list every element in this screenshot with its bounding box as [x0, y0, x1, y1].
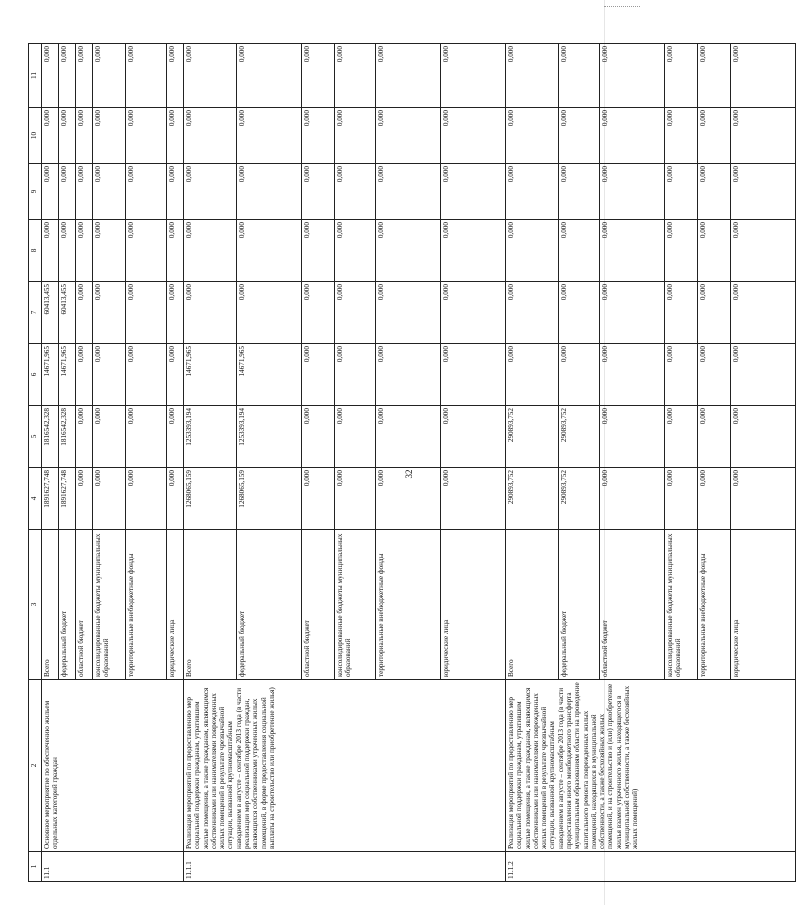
header-cell: 7: [29, 282, 42, 344]
amount-cell: 0,000: [93, 220, 126, 282]
funding-source: Всего: [506, 530, 559, 680]
amount-cell: 0,000: [59, 44, 76, 108]
amount-cell: 0,000: [126, 406, 167, 468]
funding-source: консолидированные бюджеты муниципальных образований: [665, 530, 698, 680]
amount-cell: 0,000: [76, 44, 93, 108]
amount-cell: 0,000: [600, 108, 665, 164]
amount-cell: 0,000: [665, 406, 698, 468]
amount-cell: 0,000: [698, 282, 731, 344]
header-cell: 10: [29, 108, 42, 164]
amount-cell: 0,000: [167, 344, 184, 406]
amount-cell: 0,000: [93, 406, 126, 468]
amount-cell: 0,000: [237, 282, 302, 344]
amount-cell: 1816542,328: [59, 406, 76, 468]
amount-cell: 0,000: [335, 108, 376, 164]
amount-cell: 0,000: [93, 282, 126, 344]
table-row: [184, 44, 237, 882]
funding-source: областной бюджет: [76, 530, 93, 680]
amount-cell: 0,000: [441, 44, 506, 108]
amount-cell: 0,000: [184, 164, 237, 220]
amount-cell: 0,000: [167, 164, 184, 220]
amount-cell: 0,000: [600, 282, 665, 344]
amount-cell: 0,000: [93, 44, 126, 108]
section-title: Реализация мероприятий по предоставлению мер социальной поддержки гражданам, утратившим жилые помещения, а также гражданам, являющимся собственниками или нанимателями поврежденных жилых помещений в результате чрезвычайной ситуации, вызванной крупномасштабным наводнением в августе – сентябре 2013 года (в части предоставления иного межбюджетного трансферта муниципальным образованиям области на проведение капитального ремонта поврежденных жилых помещений, находящихся в муниципальной собственности, а также бесхозяйных жилых помещений, и на строительство и (или) приобретение жилья взамен утраченного жилья, находящегося в муниципальной собственности, а также бесхозяйных жилых помещений): [506, 680, 796, 852]
amount-cell: 0,000: [167, 406, 184, 468]
section-title: Реализация мероприятий по предоставлению мер социальной поддержки гражданам, утратившим жилые помещения, а также гражданам, являющимся собственниками или нанимателями поврежденных жилых помещений в результате чрезвычайной ситуации, вызванной крупномасштабным наводнением в августе – сентябре 2013 года (в части реализации мер социальной поддержки граждан, являющихся собственниками утраченных жилых помещений, в форме предоставления социальной выплаты на строительство или приобретение жилья): [184, 680, 506, 852]
amount-cell: 0,000: [42, 164, 59, 220]
amount-cell: 0,000: [506, 282, 559, 344]
header-cell: 8: [29, 220, 42, 282]
amount-cell: 0,000: [42, 108, 59, 164]
amount-cell: 0,000: [335, 44, 376, 108]
funding-source: федеральный бюджет: [59, 530, 76, 680]
amount-cell: 0,000: [376, 344, 441, 406]
amount-cell: 60413,455: [42, 282, 59, 344]
section-code: 11.1.2: [506, 852, 796, 882]
amount-cell: 0,000: [506, 164, 559, 220]
amount-cell: 0,000: [506, 344, 559, 406]
amount-cell: 0,000: [302, 344, 335, 406]
funding-source: юридические лица: [441, 530, 506, 680]
amount-cell: 0,000: [302, 282, 335, 344]
amount-cell: 0,000: [698, 108, 731, 164]
amount-cell: 0,000: [665, 282, 698, 344]
header-cell: 4: [29, 468, 42, 530]
amount-cell: 0,000: [335, 406, 376, 468]
funding-source: Всего: [184, 530, 237, 680]
amount-cell: 0,000: [76, 406, 93, 468]
amount-cell: 0,000: [376, 282, 441, 344]
amount-cell: 0,000: [600, 406, 665, 468]
amount-cell: 0,000: [665, 164, 698, 220]
amount-cell: 0,000: [93, 164, 126, 220]
amount-cell: 0,000: [506, 108, 559, 164]
funding-source: территориальные внебюджетные фонды: [698, 530, 731, 680]
amount-cell: 0,000: [559, 108, 600, 164]
funding-source: юридические лица: [731, 530, 796, 680]
amount-cell: 14671,965: [59, 344, 76, 406]
header-row: [29, 44, 42, 882]
amount-cell: 0,000: [731, 220, 796, 282]
amount-cell: 0,000: [42, 220, 59, 282]
header-cell: 5: [29, 406, 42, 468]
rotated-table-frame: [28, 44, 740, 882]
amount-cell: 0,000: [237, 44, 302, 108]
section-code: 11.1.1: [184, 852, 506, 882]
amount-cell: 0,000: [376, 108, 441, 164]
funding-source: Всего: [42, 530, 59, 680]
amount-cell: 1268065,159: [237, 468, 302, 530]
amount-cell: 0,000: [126, 44, 167, 108]
amount-cell: 0,000: [76, 220, 93, 282]
amount-cell: 0,000: [76, 282, 93, 344]
funding-source: областной бюджет: [302, 530, 335, 680]
amount-cell: 0,000: [302, 220, 335, 282]
amount-cell: 290893,752: [506, 406, 559, 468]
amount-cell: 1891627,748: [59, 468, 76, 530]
amount-cell: 0,000: [167, 220, 184, 282]
amount-cell: 0,000: [559, 344, 600, 406]
amount-cell: 0,000: [237, 164, 302, 220]
amount-cell: 0,000: [335, 220, 376, 282]
amount-cell: 0,000: [506, 44, 559, 108]
amount-cell: 0,000: [731, 468, 796, 530]
amount-cell: 0,000: [559, 282, 600, 344]
amount-cell: 0,000: [93, 468, 126, 530]
amount-cell: 1253393,194: [184, 406, 237, 468]
header-cell: 1: [29, 852, 42, 882]
header-cell: 6: [29, 344, 42, 406]
amount-cell: 0,000: [184, 44, 237, 108]
scan-margin-marks: [604, 0, 640, 7]
amount-cell: 0,000: [731, 164, 796, 220]
amount-cell: 1891627,748: [42, 468, 59, 530]
header-cell: 3: [29, 530, 42, 680]
amount-cell: 0,000: [167, 468, 184, 530]
amount-cell: 0,000: [698, 164, 731, 220]
amount-cell: 0,000: [698, 344, 731, 406]
amount-cell: 0,000: [441, 344, 506, 406]
amount-cell: 0,000: [665, 108, 698, 164]
amount-cell: 0,000: [167, 108, 184, 164]
amount-cell: 0,000: [376, 468, 441, 530]
amount-cell: 0,000: [665, 344, 698, 406]
section-code: 11.1: [42, 852, 184, 882]
amount-cell: 290893,752: [506, 468, 559, 530]
amount-cell: 0,000: [600, 164, 665, 220]
amount-cell: 0,000: [42, 44, 59, 108]
amount-cell: 0,000: [441, 406, 506, 468]
amount-cell: 0,000: [167, 282, 184, 344]
amount-cell: 0,000: [506, 220, 559, 282]
amount-cell: 0,000: [731, 344, 796, 406]
amount-cell: 0,000: [698, 468, 731, 530]
amount-cell: 0,000: [441, 468, 506, 530]
amount-cell: 0,000: [441, 220, 506, 282]
amount-cell: 14671,965: [237, 344, 302, 406]
amount-cell: 0,000: [600, 468, 665, 530]
amount-cell: 0,000: [376, 220, 441, 282]
funding-source: федеральный бюджет: [559, 530, 600, 680]
amount-cell: 0,000: [76, 164, 93, 220]
funding-source: федеральный бюджет: [237, 530, 302, 680]
header-cell: 9: [29, 164, 42, 220]
amount-cell: 0,000: [302, 108, 335, 164]
amount-cell: 290893,752: [559, 468, 600, 530]
amount-cell: 0,000: [76, 108, 93, 164]
amount-cell: 0,000: [600, 344, 665, 406]
amount-cell: 0,000: [559, 44, 600, 108]
table-row: [506, 44, 559, 882]
funding-source: консолидированные бюджеты муниципальных образований: [93, 530, 126, 680]
amount-cell: 0,000: [600, 220, 665, 282]
amount-cell: 14671,965: [42, 344, 59, 406]
amount-cell: 0,000: [335, 282, 376, 344]
amount-cell: 0,000: [335, 164, 376, 220]
amount-cell: 0,000: [731, 282, 796, 344]
funding-source: областной бюджет: [600, 530, 665, 680]
amount-cell: 0,000: [376, 44, 441, 108]
header-cell: 11: [29, 44, 42, 108]
amount-cell: 1268065,159: [184, 468, 237, 530]
amount-cell: 0,000: [126, 164, 167, 220]
amount-cell: 290893,752: [559, 406, 600, 468]
amount-cell: 0,000: [665, 468, 698, 530]
amount-cell: 0,000: [126, 282, 167, 344]
amount-cell: 0,000: [335, 468, 376, 530]
amount-cell: 0,000: [184, 282, 237, 344]
amount-cell: 0,000: [126, 220, 167, 282]
amount-cell: 0,000: [441, 164, 506, 220]
amount-cell: 60413,455: [59, 282, 76, 344]
amount-cell: 0,000: [184, 108, 237, 164]
amount-cell: 0,000: [335, 344, 376, 406]
funding-source: консолидированные бюджеты муниципальных образований: [335, 530, 376, 680]
amount-cell: 0,000: [126, 468, 167, 530]
amount-cell: 0,000: [59, 220, 76, 282]
amount-cell: 0,000: [302, 44, 335, 108]
amount-cell: 0,000: [76, 468, 93, 530]
amount-cell: 1253393,194: [237, 406, 302, 468]
table-row: [42, 44, 59, 882]
amount-cell: 0,000: [302, 406, 335, 468]
amount-cell: 0,000: [376, 164, 441, 220]
amount-cell: 0,000: [93, 344, 126, 406]
amount-cell: 0,000: [59, 108, 76, 164]
amount-cell: 0,000: [302, 468, 335, 530]
funding-source: юридические лица: [167, 530, 184, 680]
amount-cell: 0,000: [302, 164, 335, 220]
amount-cell: 0,000: [76, 344, 93, 406]
funding-source: территориальные внебюджетные фонды: [126, 530, 167, 680]
amount-cell: 0,000: [126, 344, 167, 406]
amount-cell: 1816542,328: [42, 406, 59, 468]
amount-cell: 0,000: [59, 164, 76, 220]
amount-cell: 0,000: [698, 220, 731, 282]
amount-cell: 0,000: [731, 44, 796, 108]
amount-cell: 0,000: [600, 44, 665, 108]
header-cell: 2: [29, 680, 42, 852]
amount-cell: 0,000: [237, 220, 302, 282]
amount-cell: 0,000: [376, 406, 441, 468]
amount-cell: 0,000: [665, 44, 698, 108]
amount-cell: 0,000: [441, 108, 506, 164]
amount-cell: 0,000: [93, 108, 126, 164]
amount-cell: 14671,965: [184, 344, 237, 406]
amount-cell: 0,000: [559, 220, 600, 282]
amount-cell: 0,000: [698, 44, 731, 108]
amount-cell: 0,000: [441, 282, 506, 344]
financing-table: [28, 43, 796, 882]
amount-cell: 0,000: [184, 220, 237, 282]
section-title: Основное мероприятие по обеспечению жильем отдельных категорий граждан: [42, 680, 184, 852]
amount-cell: 0,000: [237, 108, 302, 164]
amount-cell: 0,000: [698, 406, 731, 468]
amount-cell: 0,000: [731, 406, 796, 468]
amount-cell: 0,000: [167, 44, 184, 108]
page-number: 32: [404, 469, 414, 479]
amount-cell: 0,000: [665, 220, 698, 282]
funding-source: территориальные внебюджетные фонды: [376, 530, 441, 680]
amount-cell: 0,000: [559, 164, 600, 220]
amount-cell: 0,000: [731, 108, 796, 164]
amount-cell: 0,000: [126, 108, 167, 164]
